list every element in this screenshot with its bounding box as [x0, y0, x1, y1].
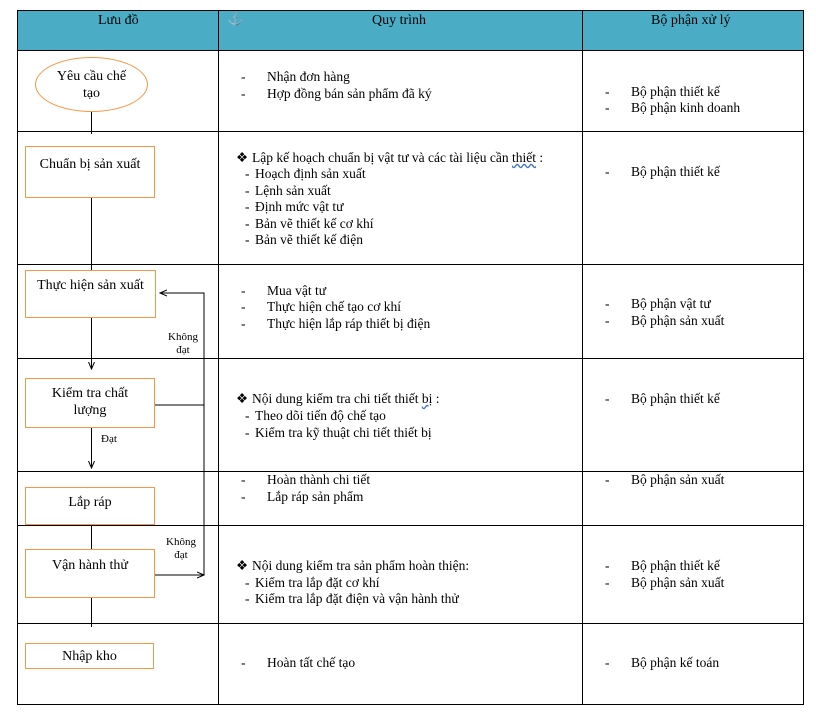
flow-step-label: Chuẩn bị sản xuất	[39, 157, 141, 172]
process-item: - Kiểm tra kỹ thuật chi tiết thiết bị	[245, 425, 432, 440]
flow-step-label: Kiểm tra chất lượng	[51, 386, 129, 418]
process-item: - Kiểm tra lắp đặt điện và vận hành thử	[245, 591, 459, 606]
process-item: - Hoàn thành chi tiết	[241, 472, 371, 487]
label-passed: Đạt	[101, 433, 117, 445]
process-heading: ❖ Nội dung kiểm tra chi tiết thiết bị :	[236, 391, 440, 406]
department-item: - Bộ phận thiết kế	[605, 558, 720, 573]
process-heading: ❖ Lập kế hoạch chuẩn bị vật tư và các tài liệu cần thiết :	[236, 150, 544, 165]
department-item: - Bộ phận kinh doanh	[605, 100, 741, 115]
department-item: - Bộ phận vật tư	[605, 296, 711, 311]
label-not-passed-2: Không đạt	[166, 536, 196, 561]
flow-step-label: Vận hành thử	[51, 558, 128, 573]
department-item: - Bộ phận thiết kế	[605, 164, 720, 179]
process-item: - Lệnh sản xuất	[245, 183, 331, 198]
process-item: - Kiểm tra lắp đặt cơ khí	[245, 575, 380, 590]
process-item: - Thực hiện lắp ráp thiết bị điện	[241, 316, 431, 331]
department-item: - Bộ phận sản xuất	[605, 313, 725, 328]
department-item: - Bộ phận kế toán	[605, 655, 720, 670]
flow-step-assembly	[25, 487, 155, 525]
process-item: - Nhận đơn hàng	[241, 69, 350, 84]
flow-start-oval	[35, 57, 148, 112]
flow-step-warehouse	[25, 643, 154, 669]
flow-step-execute	[25, 270, 156, 318]
flow-step-label: Nhập kho	[62, 649, 117, 664]
process-item: - Mua vật tư	[241, 283, 327, 298]
process-item: - Bản vẽ thiết kế cơ khí	[245, 216, 374, 231]
flow-step-quality-check	[25, 378, 155, 428]
process-item: - Bản vẽ thiết kế điện	[245, 232, 363, 247]
header-flowchart-label: Lưu đồ	[98, 13, 139, 28]
flow-start-label: Yêu cầu chế tạo	[56, 69, 127, 101]
header-department-label: Bộ phận xử lý	[651, 13, 731, 28]
flow-step-prepare	[25, 146, 155, 198]
department-item: - Bộ phận sản xuất	[605, 575, 725, 590]
department-item: - Bộ phận sản xuất	[605, 472, 725, 487]
label-not-passed-1: Không đạt	[168, 331, 198, 356]
diamond-bullet-icon: ❖	[236, 391, 249, 406]
process-heading: ❖ Nội dung kiểm tra sản phẩm hoàn thiện:	[236, 558, 470, 573]
anchor-icon: ⚓	[227, 11, 244, 26]
flow-step-test-run	[25, 549, 155, 598]
process-item: - Hoàn tất chế tạo	[241, 655, 356, 670]
process-item: - Lắp ráp sản phẩm	[241, 489, 364, 504]
process-item: - Theo dõi tiến độ chế tạo	[245, 408, 386, 423]
department-item: - Bộ phận thiết kế	[605, 391, 720, 406]
flow-step-label: Thực hiện sản xuất	[37, 278, 144, 293]
process-item: - Hoạch định sản xuất	[245, 166, 366, 181]
department-item: - Bộ phận thiết kế	[605, 84, 720, 99]
process-item: - Hợp đồng bán sản phẩm đã ký	[241, 86, 432, 101]
header-process-label: Quy trình	[372, 13, 427, 28]
process-item: - Thực hiện chế tạo cơ khí	[241, 299, 402, 314]
process-item: - Định mức vật tư	[245, 199, 344, 214]
flow-step-label: Lắp ráp	[68, 495, 112, 510]
diamond-bullet-icon: ❖	[236, 150, 249, 165]
diamond-bullet-icon: ❖	[236, 558, 249, 573]
